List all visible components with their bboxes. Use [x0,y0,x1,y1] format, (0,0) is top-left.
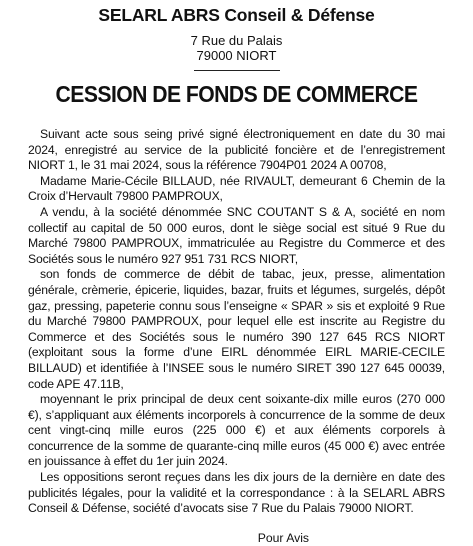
paragraph-price: moyennant le prix principal de deux cent soixante-dix mille euros (270 000 €), s’appliquant aux éléments incorporels à concurrence de la somme de deux cent vingt-cinq mille euros (225 000 €) et aux éléments corporels à concurrence de la somme de quarante-cinq mille euros (45 000 €) avec entrée en jouissance à effet du 1er juin 2024. [28,392,445,469]
notice-title: CESSION DE FONDS DE COMMERCE [55,81,418,107]
address-city: 79000 NIORT [196,48,277,63]
paragraph-oppositions: Les oppositions seront reçues dans les dix jours de la dernière en date des publicités légales, pour la validité et la correspondance : à la SELARL ABRS Conseil & Défense, société d’avocats sise 7 Rue du Palais 79000 NIORT. [28,470,445,516]
paragraph-buyer: A vendu, à la société dénommée SNC COUTANT S & A, société en nom collectif au capital de 50 000 euros, dont le siège social est situé 9 Rue du Marché 79800 PAMPROUX, immatriculée au Registre du Commerce et des Sociétés sous le numéro 927 951 731 RCS NIORT, [28,204,445,266]
divider-rule [194,70,280,71]
paragraph-business: son fonds de commerce de débit de tabac, jeux, presse, alimentation générale, crèmerie, épicerie, liquides, bazar, fruits et légumes, surgelés, dépôt gaz, pressing, papeterie connu sous l’enseigne « SPAR » sis et exploité 9 Rue du Marché 79800 PAMPROUX, pour lequel elle est inscrite au Registre du Commerce et des Sociétés sous le numéro 390 127 645 RCS NIORT (exploitant sous la forme d’une EIRL dénommée EIRL MARIE-CECILE BILLAUD) et identifiée à l’INSEE sous le numéro SIRET 390 127 645 00039, code APE 47.11B, [28,267,445,391]
paragraph-seller: Madame Marie-Cécile BILLAUD, née RIVAULT, demeurant 6 Chemin de la Croix d’Hervault 79800 PAMPROUX, [28,173,445,204]
paragraph-deed: Suivant acte sous seing privé signé électroniquement en date du 30 mai 2024, enregistré au service de la publicité foncière et de l’enregistrement NIORT 1, le 31 mai 2024, sous la référence 7904P01 2024 A 00708, [28,127,445,173]
firm-name: SELARL ABRS Conseil & Défense [98,5,375,25]
signoff: Pour Avis [257,530,309,545]
firm-address [28,33,445,63]
notice-body [28,127,445,517]
address-street: 7 Rue du Palais [190,33,283,48]
